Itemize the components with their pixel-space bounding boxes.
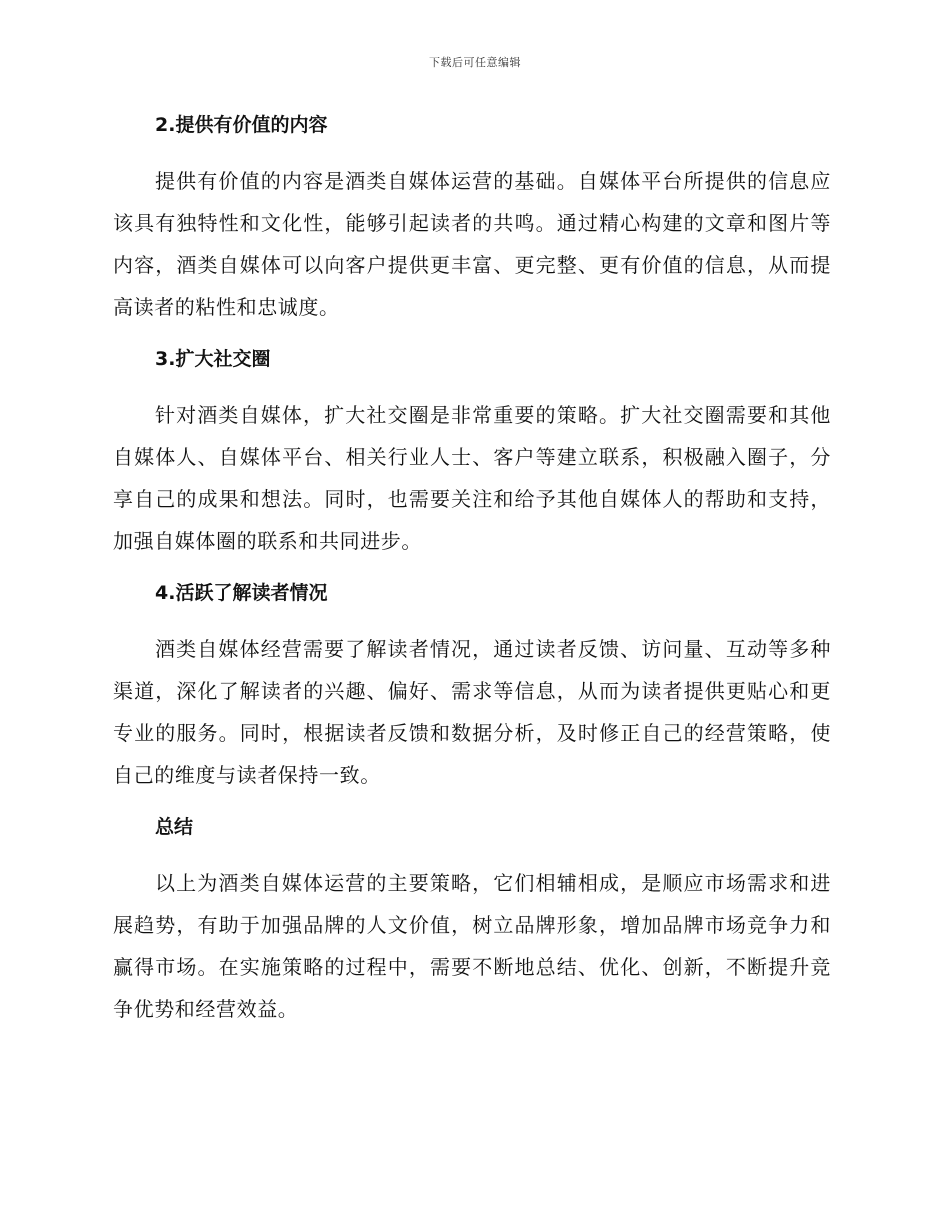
section-heading: 2.提供有价值的内容 — [155, 114, 328, 136]
section-summary — [113, 812, 831, 1030]
section-expand-social-circle — [113, 344, 831, 562]
section-heading: 3.扩大社交圈 — [155, 348, 271, 370]
section-paragraph: 提供有价值的内容是酒类自媒体运营的基础。自媒体平台所提供的信息应该具有独特性和文化性，能够引起读者的共鸣。通过精心构建的文章和图片等内容，酒类自媒体可以向客户提供更丰富、更完整、更有价值的信息，从而提高读者的粘性和忠诚度。 — [113, 169, 831, 319]
section-paragraph: 酒类自媒体经营需要了解读者情况，通过读者反馈、访问量、互动等多种渠道，深化了解读者的兴趣、偏好、需求等信息，从而为读者提供更贴心和更专业的服务。同时，根据读者反馈和数据分析，及时修正自己的经营策略，使自己的维度与读者保持一致。 — [113, 637, 831, 787]
document-body — [113, 110, 831, 1046]
section-provide-valuable-content — [113, 110, 831, 328]
section-paragraph: 以上为酒类自媒体运营的主要策略，它们相辅相成，是顺应市场需求和进展趋势，有助于加强品牌的人文价值，树立品牌形象，增加品牌市场竞争力和赢得市场。在实施策略的过程中，需要不断地总结、优化、创新，不断提升竞争优势和经营效益。 — [113, 871, 831, 1021]
section-heading: 总结 — [155, 816, 194, 838]
page-header: 下载后可任意编辑 — [429, 56, 521, 69]
section-understand-readers — [113, 578, 831, 796]
section-paragraph: 针对酒类自媒体，扩大社交圈是非常重要的策略。扩大社交圈需要和其他自媒体人、自媒体平台、相关行业人士、客户等建立联系，积极融入圈子，分享自己的成果和想法。同时，也需要关注和给予其他自媒体人的帮助和支持，加强自媒体圈的联系和共同进步。 — [113, 403, 831, 553]
section-heading: 4.活跃了解读者情况 — [155, 582, 328, 604]
